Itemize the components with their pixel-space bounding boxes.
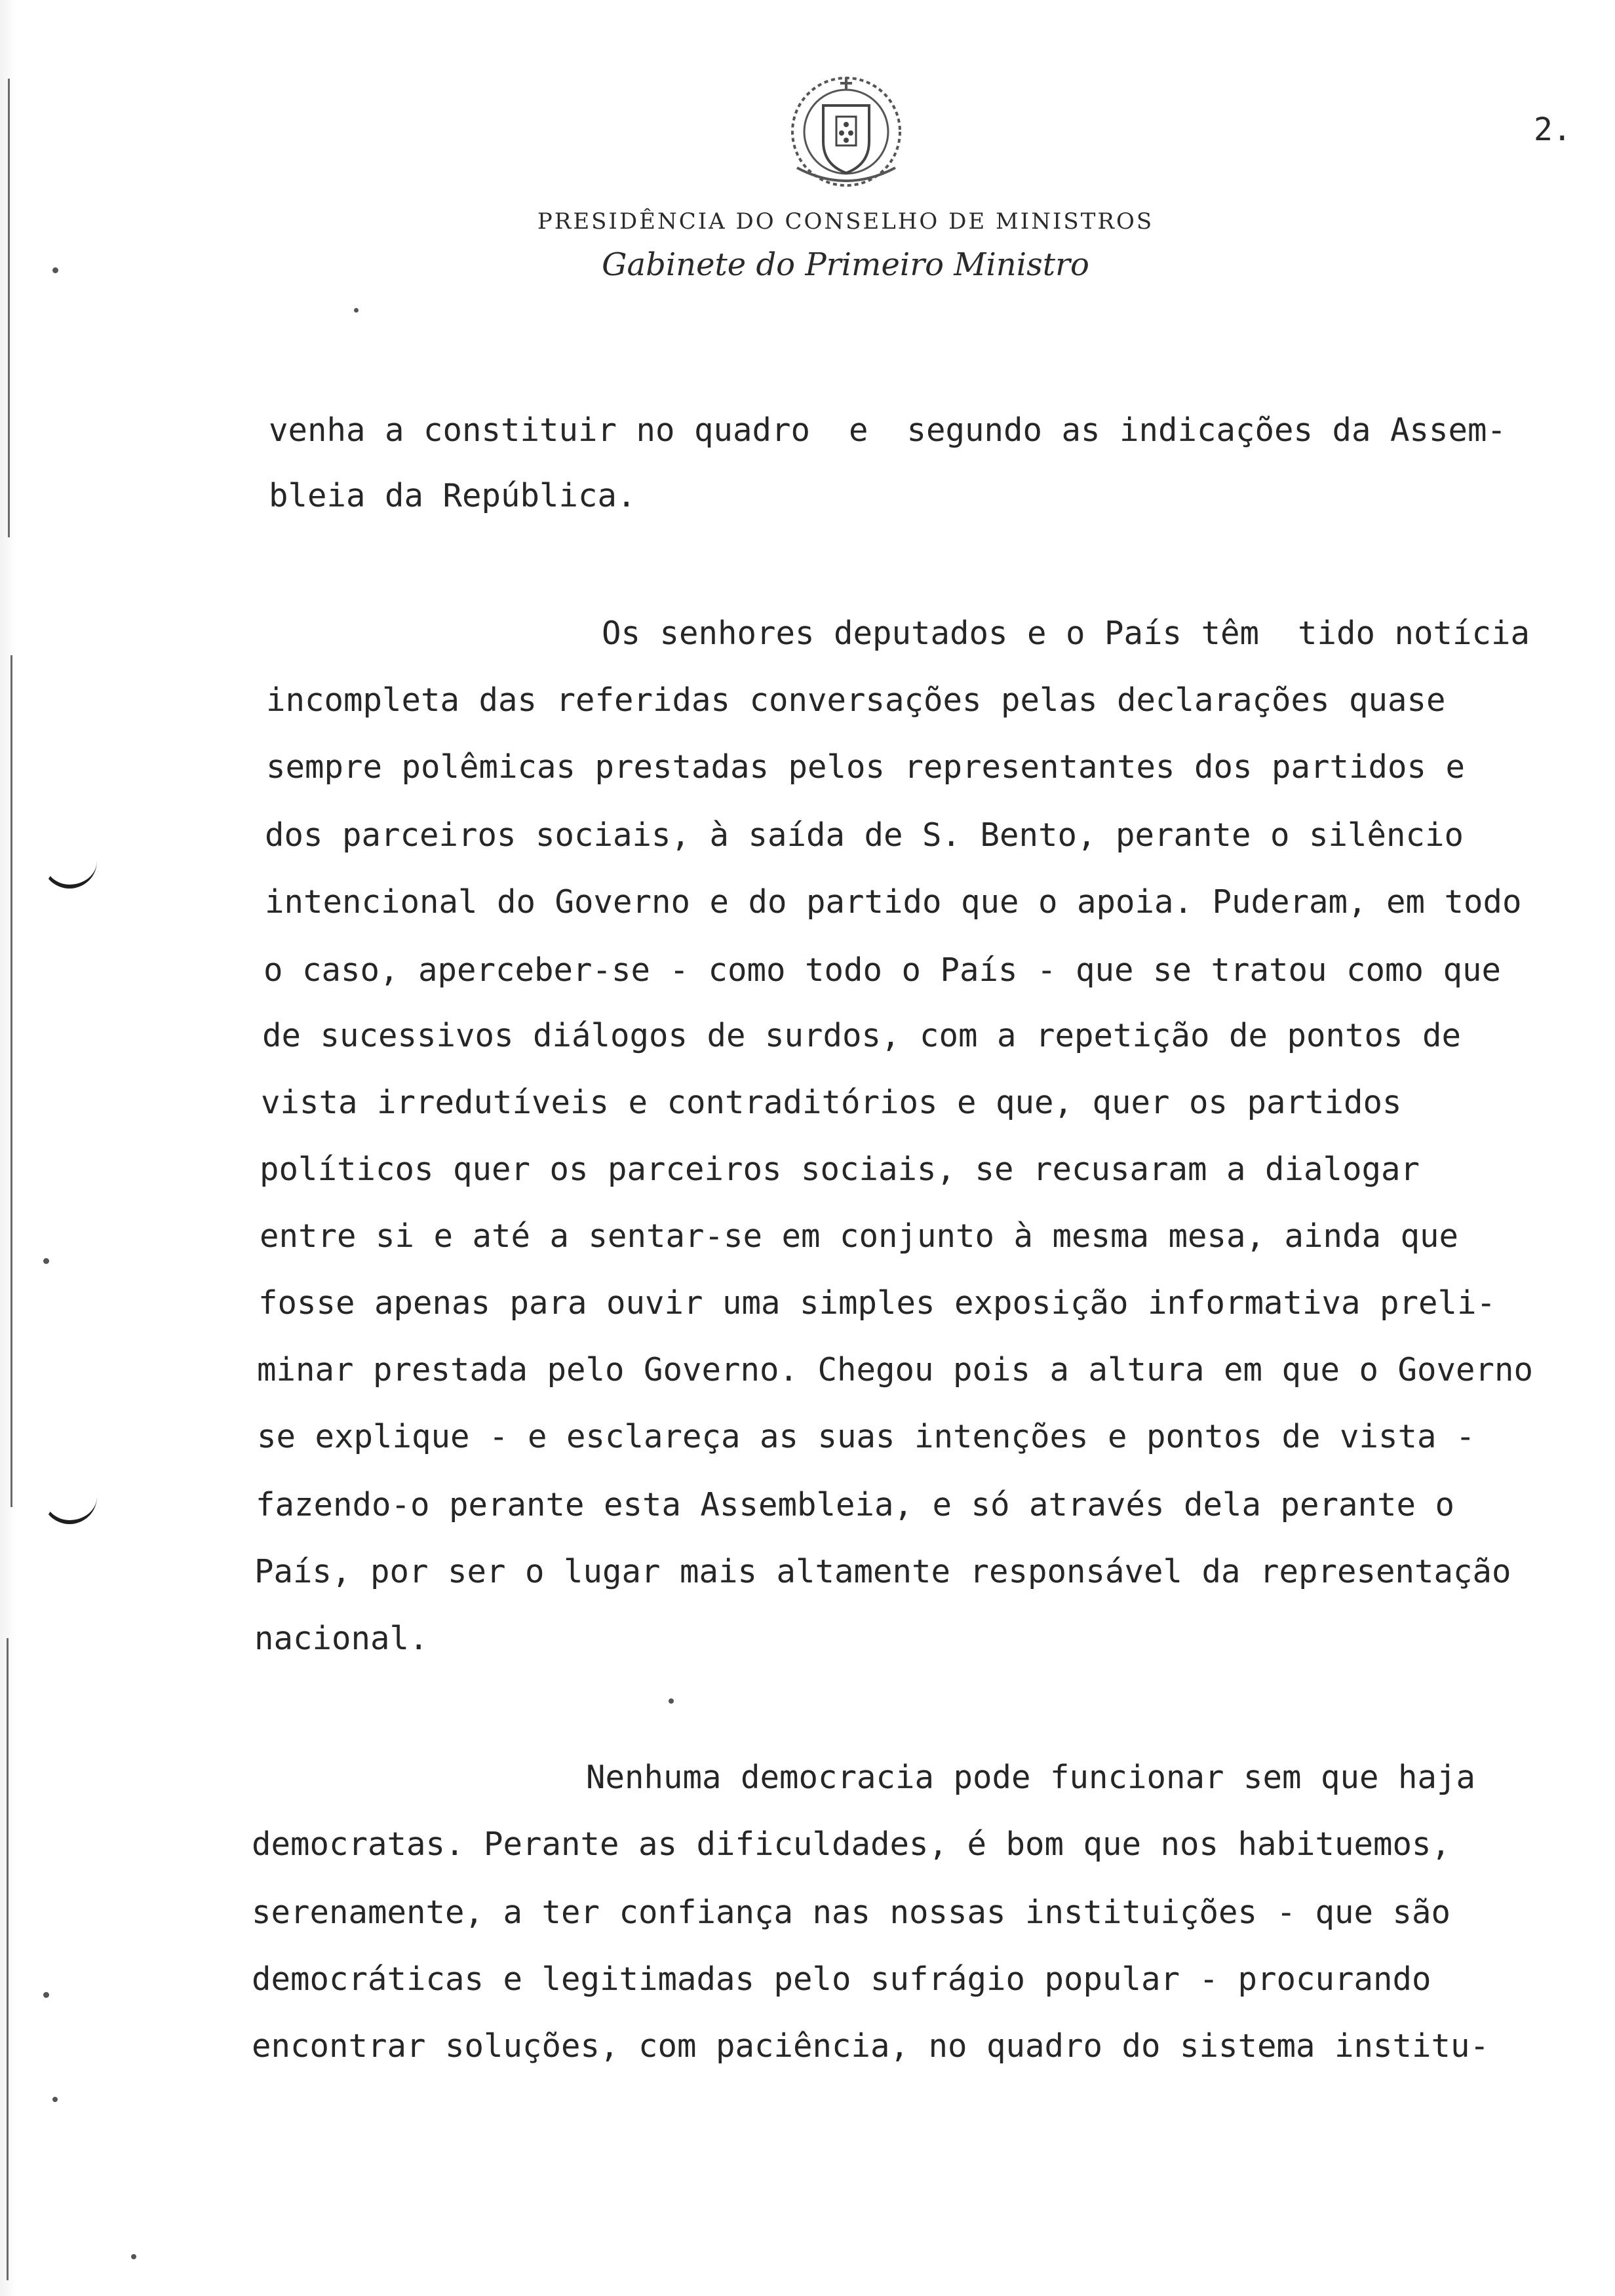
text-line: fazendo-o perante esta Assembleia, e só através dela perante o [256, 1486, 1455, 1523]
text-line: vista irredutíveis e contraditórios e que, quer os partidos [261, 1084, 1402, 1121]
text-line: dos parceiros sociais, à saída de S. Bento, perante o silêncio [265, 816, 1464, 854]
text-line: serenamente, a ter confiança nas nossas instituições - que são [252, 1894, 1451, 1931]
punch-hole-mark [42, 1481, 97, 1524]
office-name: Gabinete do Primeiro Ministro [602, 246, 1089, 283]
text-line: fosse apenas para ouvir uma simples exposição informativa preli- [258, 1284, 1496, 1322]
text-line: nacional. [254, 1620, 429, 1657]
text-line: de sucessivos diálogos de surdos, com a repetição de pontos de [262, 1017, 1462, 1054]
text-line: venha a constituir no quadro e segundo as indicações da Assem- [269, 411, 1507, 449]
coat-of-arms-icon [784, 69, 908, 194]
text-line: políticos quer os parceiros sociais, se recusaram a dialogar [260, 1151, 1420, 1188]
text-line: entre si e até a sentar-se em conjunto à mesma mesa, ainda que [260, 1217, 1459, 1255]
institution-name: PRESIDÊNCIA DO CONSELHO DE MINISTROS [537, 208, 1154, 235]
scan-speck [43, 1992, 49, 1998]
scan-speck [354, 308, 359, 313]
scan-speck [52, 2097, 58, 2102]
text-line: se explique - e esclareça as suas intenções e pontos de vista - [257, 1418, 1475, 1455]
text-line: bleia da República. [269, 477, 636, 514]
binding-line [10, 655, 12, 1507]
scan-speck [669, 1698, 674, 1704]
text-line: democráticas e legitimadas pelo sufrágio popular - procurando [252, 1961, 1431, 1998]
binding-line [8, 79, 10, 537]
text-line: o caso, aperceber-se - como todo o País - que se tratou como que [263, 951, 1502, 989]
text-line: sempre polêmicas prestadas pelos representantes dos partidos e [266, 748, 1466, 786]
text-line: Os senhores deputados e o País têm tido notícia [602, 615, 1530, 652]
text-line: minar prestada pelo Governo. Chegou pois a altura em que o Governo [257, 1351, 1534, 1388]
text-line: intencional do Governo e do partido que o apoia. Puderam, em todo [265, 883, 1522, 921]
text-line: Nenhuma democracia pode funcionar sem que haja [586, 1759, 1476, 1796]
scan-speck [131, 2254, 136, 2259]
binding-line [7, 1638, 9, 2280]
page-number: 2. [1534, 111, 1572, 148]
text-line: incompleta das referidas conversações pelas declarações quase [266, 681, 1446, 719]
text-line: País, por ser o lugar mais altamente responsável da representação [254, 1553, 1511, 1590]
scan-speck [43, 1258, 49, 1264]
text-line: encontrar soluções, com paciência, no quadro do sistema institu- [252, 2027, 1490, 2065]
punch-hole-mark [42, 845, 97, 889]
text-line: democratas. Perante as dificuldades, é bom que nos habituemos, [252, 1826, 1451, 1863]
